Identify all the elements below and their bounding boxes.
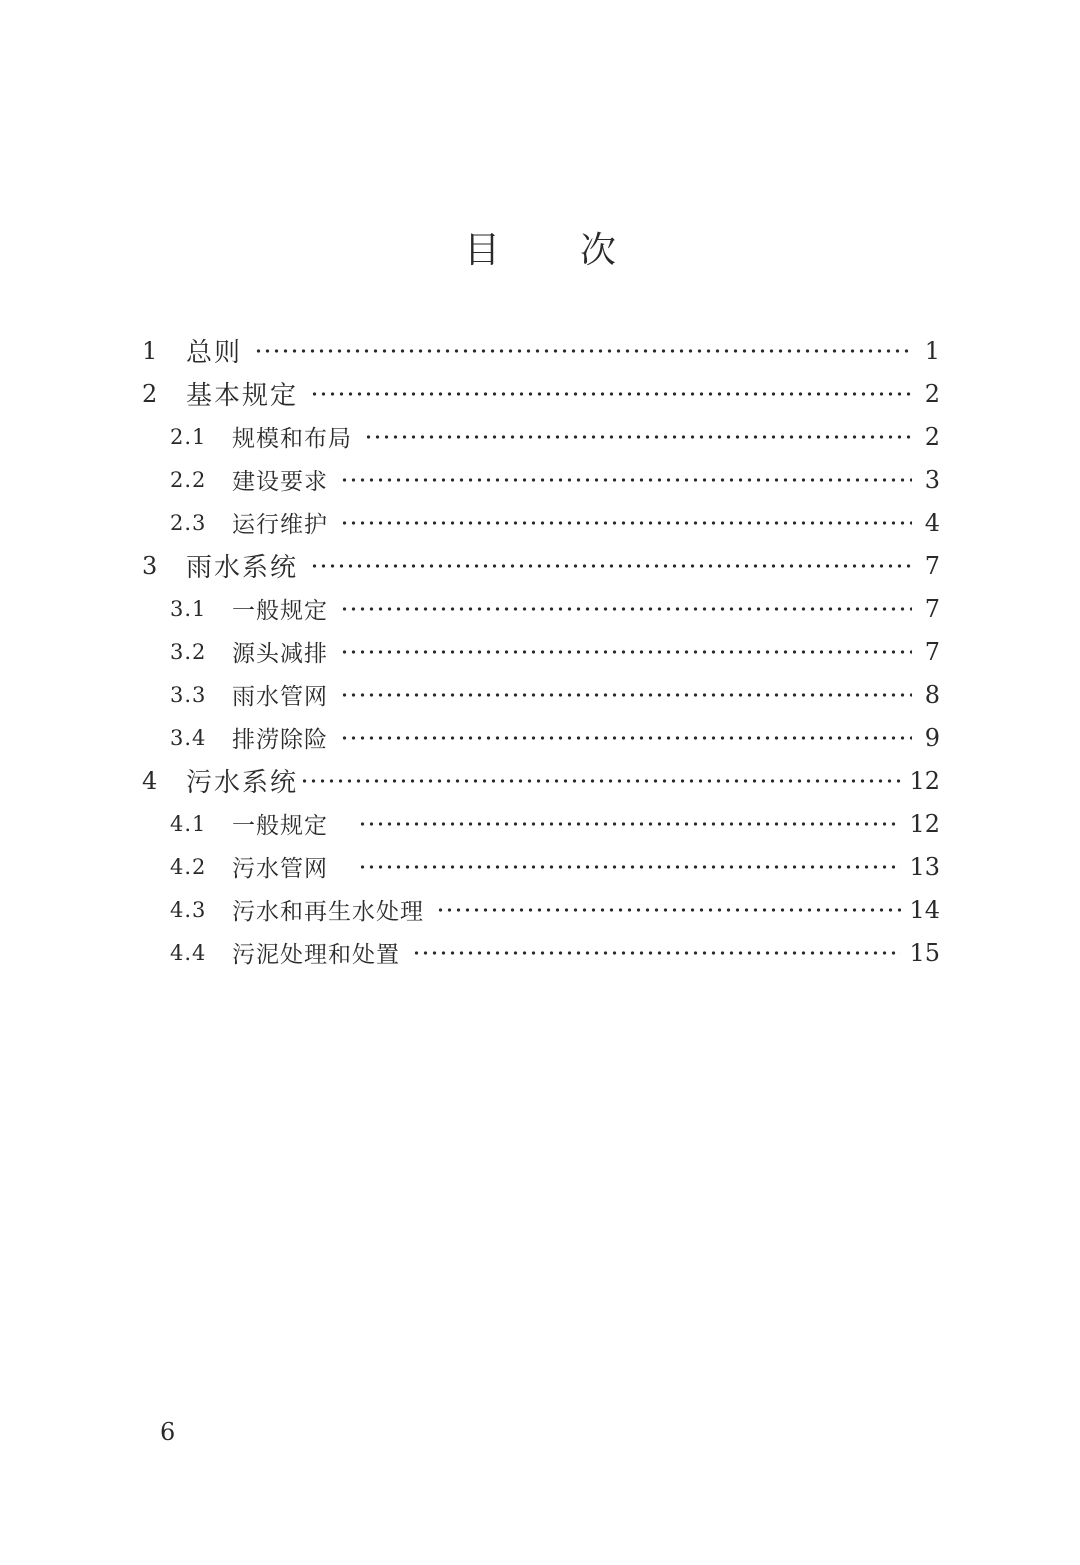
toc-entry-number: 3.2 [170, 639, 207, 664]
toc-entry-label: 一般规定 [232, 813, 328, 839]
toc-entry-number: 2 [142, 379, 158, 408]
toc-entry-number: 2.1 [170, 424, 207, 449]
toc-entry-page: 7 [924, 594, 940, 623]
toc-entry-number: 2.2 [170, 467, 207, 492]
toc-subentry[interactable] [138, 501, 940, 544]
toc-entry-page: 12 [909, 766, 940, 795]
page-number: 6 [160, 1418, 176, 1446]
toc-subentry[interactable] [138, 931, 940, 974]
toc-leader-dots [364, 435, 912, 439]
toc-entry-number: 2.3 [170, 510, 207, 535]
toc-leader-dots [436, 908, 901, 912]
toc-entry-number: 4.3 [170, 897, 207, 922]
toc-entry-page: 8 [924, 680, 940, 709]
toc-subentry[interactable] [138, 673, 940, 716]
toc-subentry[interactable] [138, 458, 940, 501]
toc-subentry[interactable] [138, 802, 940, 845]
toc-entry-number: 1 [142, 336, 158, 365]
toc-subentry[interactable] [138, 888, 940, 931]
toc-entry-number: 4.1 [170, 811, 207, 836]
toc-entry-label: 运行维护 [232, 512, 328, 538]
toc-entry-label: 规模和布局 [232, 426, 352, 452]
toc-entry-page: 13 [909, 852, 940, 881]
toc-entry-number: 3.3 [170, 682, 207, 707]
page-title [0, 222, 1080, 273]
toc-entry-label: 雨水管网 [232, 684, 328, 710]
toc-entry-page: 12 [909, 809, 940, 838]
toc-leader-dots [340, 693, 912, 697]
toc-entry-label: 一般规定 [232, 598, 328, 624]
toc-entry-page: 9 [924, 723, 940, 752]
toc-entry-number: 3.4 [170, 725, 207, 750]
toc-leader-dots [340, 478, 912, 482]
toc-entry-number: 4.2 [170, 854, 207, 879]
toc-entry-number: 4.4 [170, 940, 207, 965]
toc-leader-dots [340, 521, 912, 525]
toc-leader-dots [254, 349, 912, 353]
toc-entry-page: 2 [924, 379, 940, 408]
toc-entry-label: 污水系统 [186, 768, 299, 798]
toc-leader-dots [358, 822, 901, 826]
toc-entry-label: 总则 [186, 338, 243, 368]
toc-leader-dots [300, 779, 901, 783]
title-char-1: 目 [464, 230, 501, 271]
toc-entry-label: 基本规定 [186, 381, 299, 411]
toc-entry-number: 3.1 [170, 596, 207, 621]
toc-entry-page: 3 [924, 465, 940, 494]
toc-subentry[interactable] [138, 587, 940, 630]
toc-entry-page: 14 [909, 895, 940, 924]
toc-entry-label: 雨水系统 [186, 553, 299, 583]
toc-entry-number: 4 [142, 766, 158, 795]
toc-entry-label: 排涝除险 [232, 727, 328, 753]
toc-entry-label: 建设要求 [232, 469, 328, 495]
table-of-contents [138, 329, 940, 974]
title-char-2: 次 [580, 230, 617, 271]
toc-entry[interactable] [138, 759, 940, 802]
toc-subentry[interactable] [138, 716, 940, 759]
toc-entry-page: 7 [924, 551, 940, 580]
toc-entry-page: 15 [909, 938, 940, 967]
toc-leader-dots [340, 650, 912, 654]
toc-subentry[interactable] [138, 415, 940, 458]
toc-entry-label: 污泥处理和处置 [232, 942, 400, 968]
toc-entry-page: 7 [924, 637, 940, 666]
toc-entry[interactable] [138, 372, 940, 415]
toc-entry-page: 4 [924, 508, 940, 537]
toc-entry-page: 2 [924, 422, 940, 451]
toc-entry-label: 污水和再生水处理 [232, 899, 424, 925]
toc-leader-dots [340, 607, 912, 611]
toc-leader-dots [358, 865, 901, 869]
toc-entry-label: 污水管网 [232, 856, 328, 882]
toc-entry-label: 源头减排 [232, 641, 328, 667]
toc-entry-page: 1 [924, 336, 940, 365]
toc-entry[interactable] [138, 544, 940, 587]
toc-leader-dots [310, 392, 912, 396]
toc-leader-dots [310, 564, 912, 568]
toc-leader-dots [340, 736, 912, 740]
toc-entry-number: 3 [142, 551, 158, 580]
toc-subentry[interactable] [138, 845, 940, 888]
toc-entry[interactable] [138, 329, 940, 372]
toc-leader-dots [412, 951, 901, 955]
toc-subentry[interactable] [138, 630, 940, 673]
